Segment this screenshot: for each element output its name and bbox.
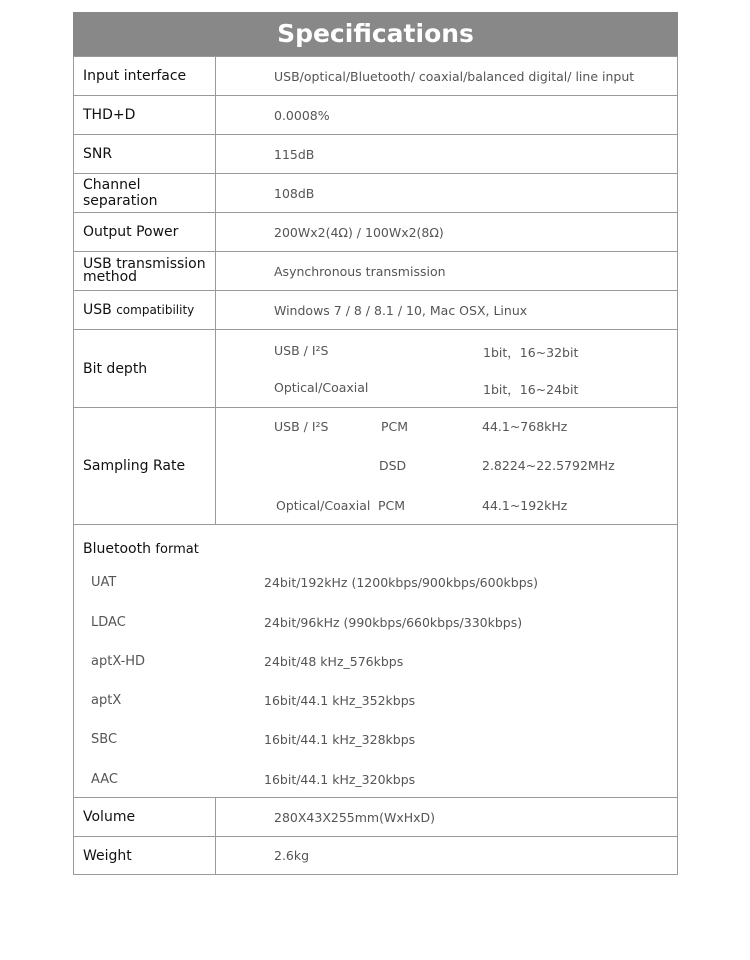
codec-name: UAT	[91, 575, 117, 590]
sampling-format: PCM	[381, 419, 409, 434]
sampling-format: DSD	[379, 458, 407, 473]
bit-depth-value: 1bit，16~32bit	[483, 345, 579, 360]
row-value: 280X43X255mm(WxHxD)	[216, 798, 678, 837]
codec-name: LDAC	[91, 615, 126, 630]
row-label: Bit depth	[74, 330, 216, 408]
sampling-value: 44.1~768kHz	[482, 419, 568, 434]
row-label: THD+D	[74, 96, 216, 135]
bit-depth-value: 1bit，16~24bit	[483, 382, 579, 397]
row-value: USB/optical/Bluetooth/ coaxial/balanced digital/ line input	[216, 57, 678, 96]
row-value: Windows 7 / 8 / 8.1 / 10, Mac OSX, Linux	[216, 291, 678, 330]
row-label: Volume	[74, 798, 216, 837]
row-label: Input interface	[74, 57, 216, 96]
sampling-rate-values	[216, 408, 678, 525]
codec-value: 16bit/44.1 kHz_320kbps	[264, 772, 416, 787]
codec-name: AAC	[91, 772, 118, 787]
row-value: 115dB	[216, 135, 678, 174]
spec-row-volume	[74, 798, 678, 837]
label-main: USB	[83, 302, 112, 318]
label-small: compatibility	[116, 303, 195, 317]
codec-value: 16bit/44.1 kHz_328kbps	[264, 732, 416, 747]
bit-depth-source: Optical/Coaxial	[274, 380, 369, 395]
bluetooth-heading	[83, 541, 199, 557]
sampling-source: USB / I²S	[274, 419, 329, 434]
spec-title: Specifications	[73, 12, 678, 56]
row-label: Channel separation	[74, 174, 216, 213]
row-label: USB transmission method	[74, 252, 216, 291]
sampling-value: 2.8224~22.5792MHz	[482, 458, 615, 473]
row-value: 108dB	[216, 174, 678, 213]
codec-name: SBC	[91, 732, 118, 747]
row-value: 200Wx2(4Ω) / 100Wx2(8Ω)	[216, 213, 678, 252]
spec-row-bit-depth	[74, 330, 678, 408]
bit-depth-source: USB / I²S	[274, 343, 329, 358]
sampling-source: Optical/Coaxial	[276, 498, 371, 513]
spec-row-input-interface	[74, 57, 678, 96]
bit-depth-values	[216, 330, 678, 408]
spec-row-weight	[74, 837, 678, 875]
codec-value: 24bit/96kHz (990kbps/660kbps/330kbps)	[264, 615, 523, 630]
row-label: SNR	[74, 135, 216, 174]
row-value: 2.6kg	[216, 837, 678, 875]
row-label: Weight	[74, 837, 216, 875]
row-label	[74, 291, 216, 330]
sampling-format: PCM	[378, 498, 406, 513]
codec-name: aptX	[91, 693, 122, 708]
codec-value: 16bit/44.1 kHz_352kbps	[264, 693, 416, 708]
sampling-value: 44.1~192kHz	[482, 498, 568, 513]
spec-row-usb-compatibility	[74, 291, 678, 330]
codec-value: 24bit/192kHz (1200kbps/900kbps/600kbps)	[264, 575, 539, 590]
spec-table	[73, 56, 678, 875]
spec-row-channel-separation	[74, 174, 678, 213]
spec-row-output-power	[74, 213, 678, 252]
spec-row-sampling-rate	[74, 408, 678, 525]
label-main: Bluetooth	[83, 541, 151, 557]
spec-row-snr	[74, 135, 678, 174]
spec-row-bluetooth	[74, 525, 678, 798]
codec-name: aptX-HD	[91, 654, 146, 669]
row-label: Output Power	[74, 213, 216, 252]
bluetooth-block	[74, 525, 678, 798]
codec-value: 24bit/48 kHz_576kbps	[264, 654, 404, 669]
spec-sheet	[73, 12, 678, 875]
row-value: Asynchronous transmission	[216, 252, 678, 291]
spec-row-thd	[74, 96, 678, 135]
row-label: Sampling Rate	[74, 408, 216, 525]
row-value: 0.0008%	[216, 96, 678, 135]
label-small: format	[155, 542, 199, 557]
spec-row-usb-transmission	[74, 252, 678, 291]
